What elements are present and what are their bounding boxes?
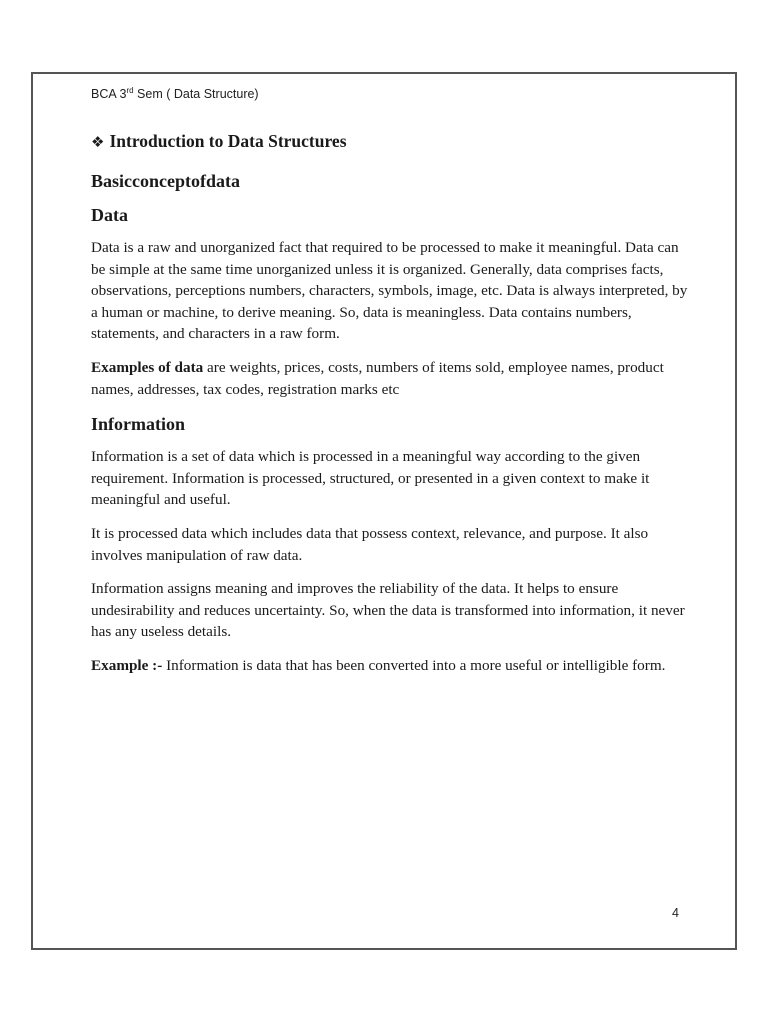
information-paragraph-1: Information is a set of data which is processed in a meaningful way according to the given requirement. Information is processed, structured, or presented in a given context to make it meaningful and useful.	[91, 448, 650, 509]
page-number: 4	[672, 906, 679, 920]
header-superscript: rd	[126, 85, 134, 95]
header-course: BCA 3	[91, 87, 127, 101]
document-page	[31, 72, 737, 950]
example-text: Information is data that has been converted into a more useful or intelligible form.	[162, 656, 666, 674]
information-heading: Information	[91, 414, 185, 435]
data-heading: Data	[91, 205, 128, 225]
data-examples-paragraph	[91, 357, 691, 400]
basic-concept-heading: Basicconceptofdata	[91, 171, 240, 191]
document-title	[91, 130, 691, 153]
example-label: Example :-	[91, 656, 163, 674]
information-paragraph-3: Information assigns meaning and improves the reliability of the data. It helps to ensure undesirability and reduces uncertainty. So, when the data is transformed into information, it never has any useless details.	[91, 580, 685, 641]
page-content	[91, 130, 691, 686]
page-header	[91, 87, 259, 101]
diamond-bullet-icon: ❖	[91, 133, 105, 151]
title-text: Introduction to Data Structures	[109, 131, 347, 151]
information-example-paragraph	[91, 655, 691, 677]
examples-label: Examples of data	[91, 358, 204, 376]
examples-text: are weights, prices, costs, numbers of items sold, employee names, product names, addresses, tax codes, registration marks etc	[91, 358, 664, 398]
information-paragraph-2: It is processed data which includes data that possess context, relevance, and purpose. It also involves manipulation of raw data.	[91, 524, 649, 564]
header-rest: Sem ( Data Structure)	[133, 87, 259, 101]
data-paragraph: Data is a raw and unorganized fact that required to be processed to make it meaningful. Data can be simple at the same time unorganized unless it is organized. Generally, data comprises facts, observations, perceptions numbers, characters, symbols, image, etc. Data is always interpreted, by a human or machine, to derive meaning. So, data is meaningless. Data contains numbers, statements, and characters in a raw form.	[91, 239, 688, 343]
